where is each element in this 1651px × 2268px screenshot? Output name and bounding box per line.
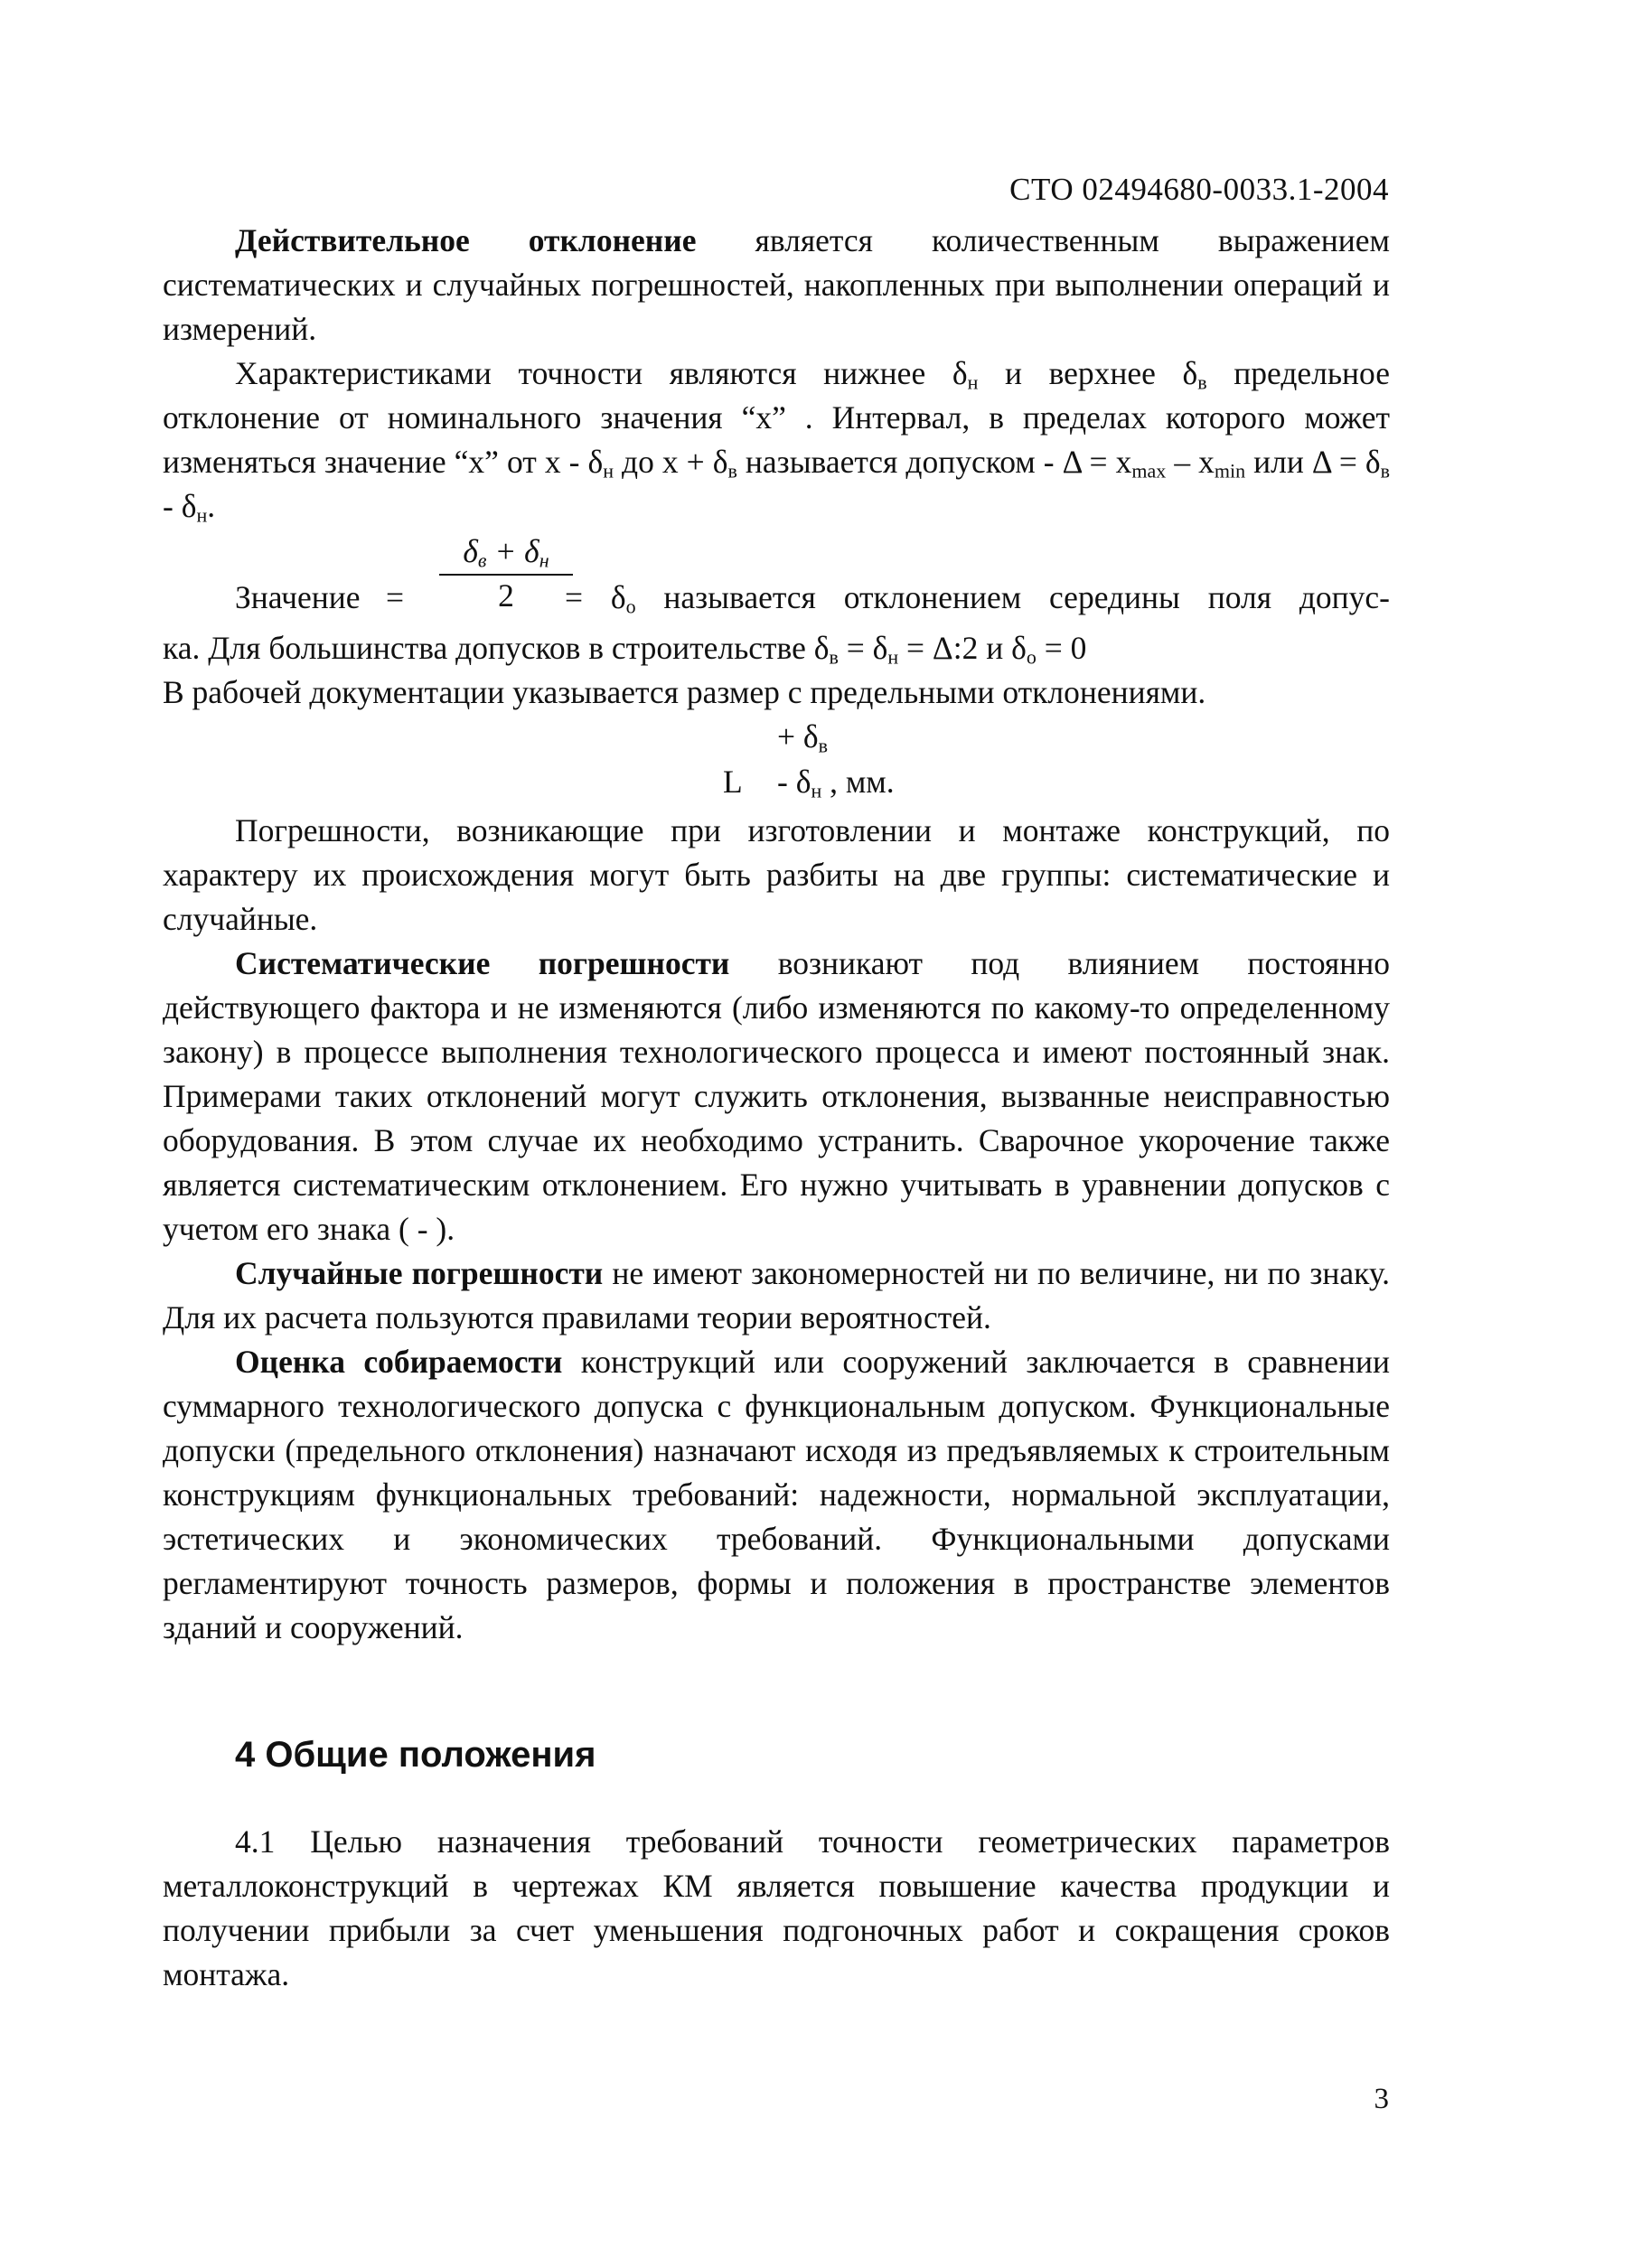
text-run: = δ: [565, 579, 626, 615]
text-run: ка. Для большинства допусков в строительстве δ: [163, 630, 830, 666]
document-code: СТО 02494680-0033.1-2004: [1009, 172, 1389, 207]
paragraph-text: является количественным выражением систематических и случайных погрешностей, накопленных при выполнении операций и измерений.: [163, 222, 1391, 347]
formula-label: Значение: [235, 579, 361, 615]
nominal-size-symbol: L: [723, 764, 743, 800]
paragraph-text: Погрешности, возникающие при изготовлении и монтаже конструкций, по характеру их происхождения могут быть разбиты на две группы: систематические и случайные.: [163, 812, 1390, 937]
paragraph-4-1: [163, 1820, 1390, 1997]
formula-fraction: [434, 529, 578, 615]
numerator-plus-delta: + δ: [486, 533, 539, 569]
formula-equals: =: [386, 579, 405, 615]
text-run: - δ: [777, 764, 811, 800]
text-run: называется допуском - Δ = x: [736, 444, 1132, 480]
text-run: = 0: [1036, 630, 1087, 666]
term-random-errors: Случайные погрешности: [235, 1255, 604, 1291]
section-heading: 4 Общие положения: [235, 1735, 596, 1775]
text-run: называется отклонением середины поля допус-: [635, 579, 1390, 615]
subscript: н: [603, 459, 614, 483]
subscript: н: [811, 779, 822, 802]
paragraph-assemblability: [163, 1340, 1390, 1650]
subscript: н: [196, 503, 208, 527]
paragraph-text: возникают под влиянием постоянно действующего фактора и не изменяются (либо изменяются по какому-то определенному закону) в процессе выполнения технологического процесса и имеют постоянный знак. Примерами таких отклонений могут служить отклонения, вызванные неисправностью оборудования. В этом случае их необходимо устранить. Сварочное укорочение также является систематическим отклонением. Его нужно учитывать в уравнении допусков с учетом его знака ( - ).: [163, 945, 1391, 1247]
document-body: [163, 219, 1390, 1997]
heading-spacer: [163, 1782, 1390, 1820]
paragraph-random-errors: [163, 1251, 1390, 1340]
paragraph-text: конструкций или сооружений заключается в сравнении суммарного технологического допуска с функциональным допуском. Функциональные допуски (предельного отклонения) назначают исходя из предъявляемых к строительным конструкциям функциональных требований: надежности, нормальной эксплуатации, эстетических и экономических требований. Функциональными допусками регламентируют точность размеров, формы и положения в пространстве элементов зданий и сооружений.: [163, 1344, 1390, 1645]
lower-tolerance: [777, 760, 895, 804]
text-run: – x: [1166, 444, 1215, 480]
formula-definition: [565, 576, 1390, 620]
subscript: в: [829, 645, 839, 669]
fraction-denominator: 2: [498, 577, 514, 614]
paragraph-errors-groups: [163, 809, 1390, 942]
text-run: = δ: [838, 630, 888, 666]
paragraph-text: не имеют закономерностей ни по величине, ни по знаку. Для их расчета пользуются правилами теории вероятностей.: [163, 1255, 1390, 1335]
paragraph-accuracy-characteristics: [163, 351, 1390, 529]
text-run: , мм.: [821, 764, 895, 800]
text-run: предельное отклонение от номинального значения “x” . Интервал, в пределах которого может изменяться значение “x” от x - δ: [163, 355, 1390, 480]
paragraph-text: 4.1 Целью назначения требований точности геометрических параметров металлоконструкций в чертежах КМ является повышение качества продукции и получении прибыли за счет уменьшения подгоночных работ и сокращения сроков монтажа.: [163, 1823, 1390, 1992]
subscript: max: [1131, 459, 1167, 483]
numerator-delta: δ: [463, 533, 478, 569]
upper-tolerance: [777, 715, 828, 759]
text-run: и верхнее δ: [978, 355, 1198, 391]
subscript: в: [727, 459, 737, 483]
subscript: в: [1197, 370, 1207, 394]
text-run: - δ: [163, 488, 197, 524]
term-systematic-errors: Систематические погрешности: [235, 945, 730, 981]
paragraph-actual-deviation: [163, 219, 1390, 351]
paragraph-systematic-errors: [163, 942, 1390, 1251]
subscript: в: [477, 548, 487, 572]
subscript: в: [1380, 459, 1391, 483]
text-run: или Δ = δ: [1245, 444, 1381, 480]
subscript: о: [625, 595, 636, 618]
term-assemblability: Оценка собираемости: [235, 1344, 563, 1380]
text-run: + δ: [777, 718, 819, 754]
subscript: в: [818, 734, 829, 757]
dimension-with-tolerances: [163, 715, 1390, 809]
fraction-numerator: [434, 529, 578, 574]
text-run: .: [207, 488, 216, 524]
text-run: Характеристиками точности являются нижнее δ: [235, 355, 968, 391]
subscript: н: [967, 370, 979, 394]
text-run: до x + δ: [613, 444, 728, 480]
paragraph-most-tolerances: [163, 626, 1390, 715]
text-run: = Δ:2 и δ: [898, 630, 1027, 666]
subscript: н: [539, 548, 549, 572]
text-run: В рабочей документации указывается размер с предельными отклонениями.: [163, 674, 1206, 710]
subscript: min: [1214, 459, 1246, 483]
subscript: о: [1026, 645, 1037, 669]
page-number: 3: [1374, 2083, 1389, 2115]
term-actual-deviation: Действительное отклонение: [235, 222, 697, 258]
midpoint-deviation-formula: [163, 529, 1390, 626]
subscript: н: [887, 645, 899, 669]
